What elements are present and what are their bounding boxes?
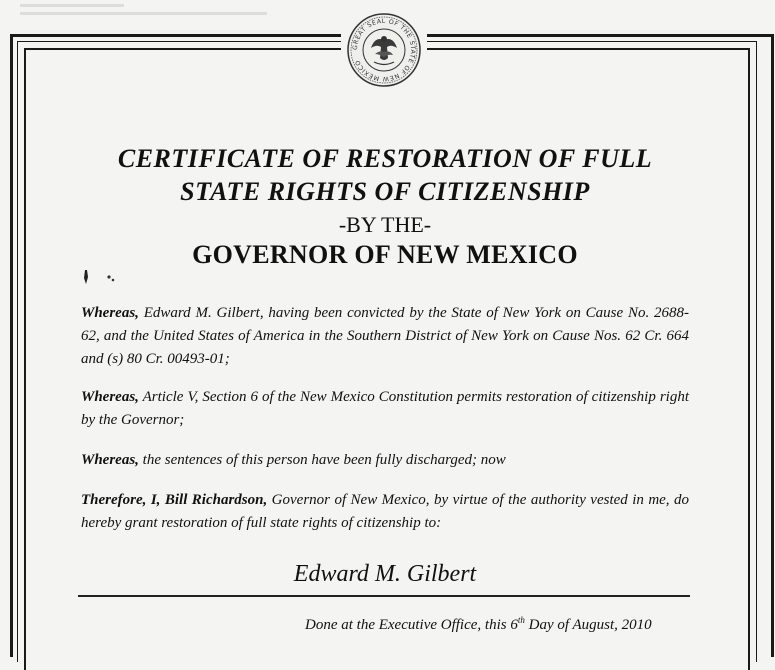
done-ordinal: th — [517, 615, 525, 625]
state-seal — [341, 10, 427, 90]
governor-heading: GOVERNOR OF NEW MEXICO — [192, 240, 578, 269]
paragraph-text: Governor of New Mexico, by virtue of the authority vested in me, do hereby grant restoration of full state rights of citizenship to: — [81, 492, 689, 531]
done-date: Day of August, 2010 — [524, 617, 652, 633]
paragraph-text: Article V, Section 6 of the New Mexico Constitution permits restoration of citizenship right by the Governor; — [81, 389, 689, 428]
signature-rule — [78, 595, 690, 597]
certificate-title-line-2: STATE RIGHTS OF CITIZENSHIP — [180, 177, 590, 206]
paragraph-text: the sentences of this person have been fully discharged; now — [138, 452, 506, 468]
certificate-title-line-1: CERTIFICATE OF RESTORATION OF FULL — [117, 144, 653, 173]
ink-specks — [82, 268, 122, 288]
paragraph-lead: Whereas, — [81, 389, 139, 405]
paragraph-lead: Whereas, — [81, 305, 139, 321]
bleed-through-marks — [20, 4, 280, 26]
recipient-name: Edward M. Gilbert — [293, 561, 477, 587]
whereas-sentence-paragraph — [81, 449, 689, 472]
done-at-line — [305, 615, 652, 634]
by-the-line: -BY THE- — [338, 212, 432, 237]
therefore-paragraph — [81, 489, 689, 535]
seal-icon — [345, 12, 423, 88]
whereas-constitution-paragraph — [81, 386, 689, 432]
done-text: Done at the Executive Office, this 6 — [305, 617, 518, 633]
svg-text:GREAT SEAL OF THE STATE OF NEW: GREAT SEAL OF THE STATE OF NEW MEXICO — [351, 17, 417, 83]
whereas-conviction-paragraph — [81, 302, 689, 371]
paragraph-text: Edward M. Gilbert, having been convicted by the State of New York on Cause No. 2688-62, and the United States of America in the Southern District of New York on Cause Nos. 62 Cr. 664 and (s) 80 Cr. 00493-01; — [81, 305, 689, 367]
paragraph-lead: Therefore, I, Bill Richardson, — [81, 492, 268, 508]
paragraph-lead: Whereas, — [81, 452, 139, 468]
